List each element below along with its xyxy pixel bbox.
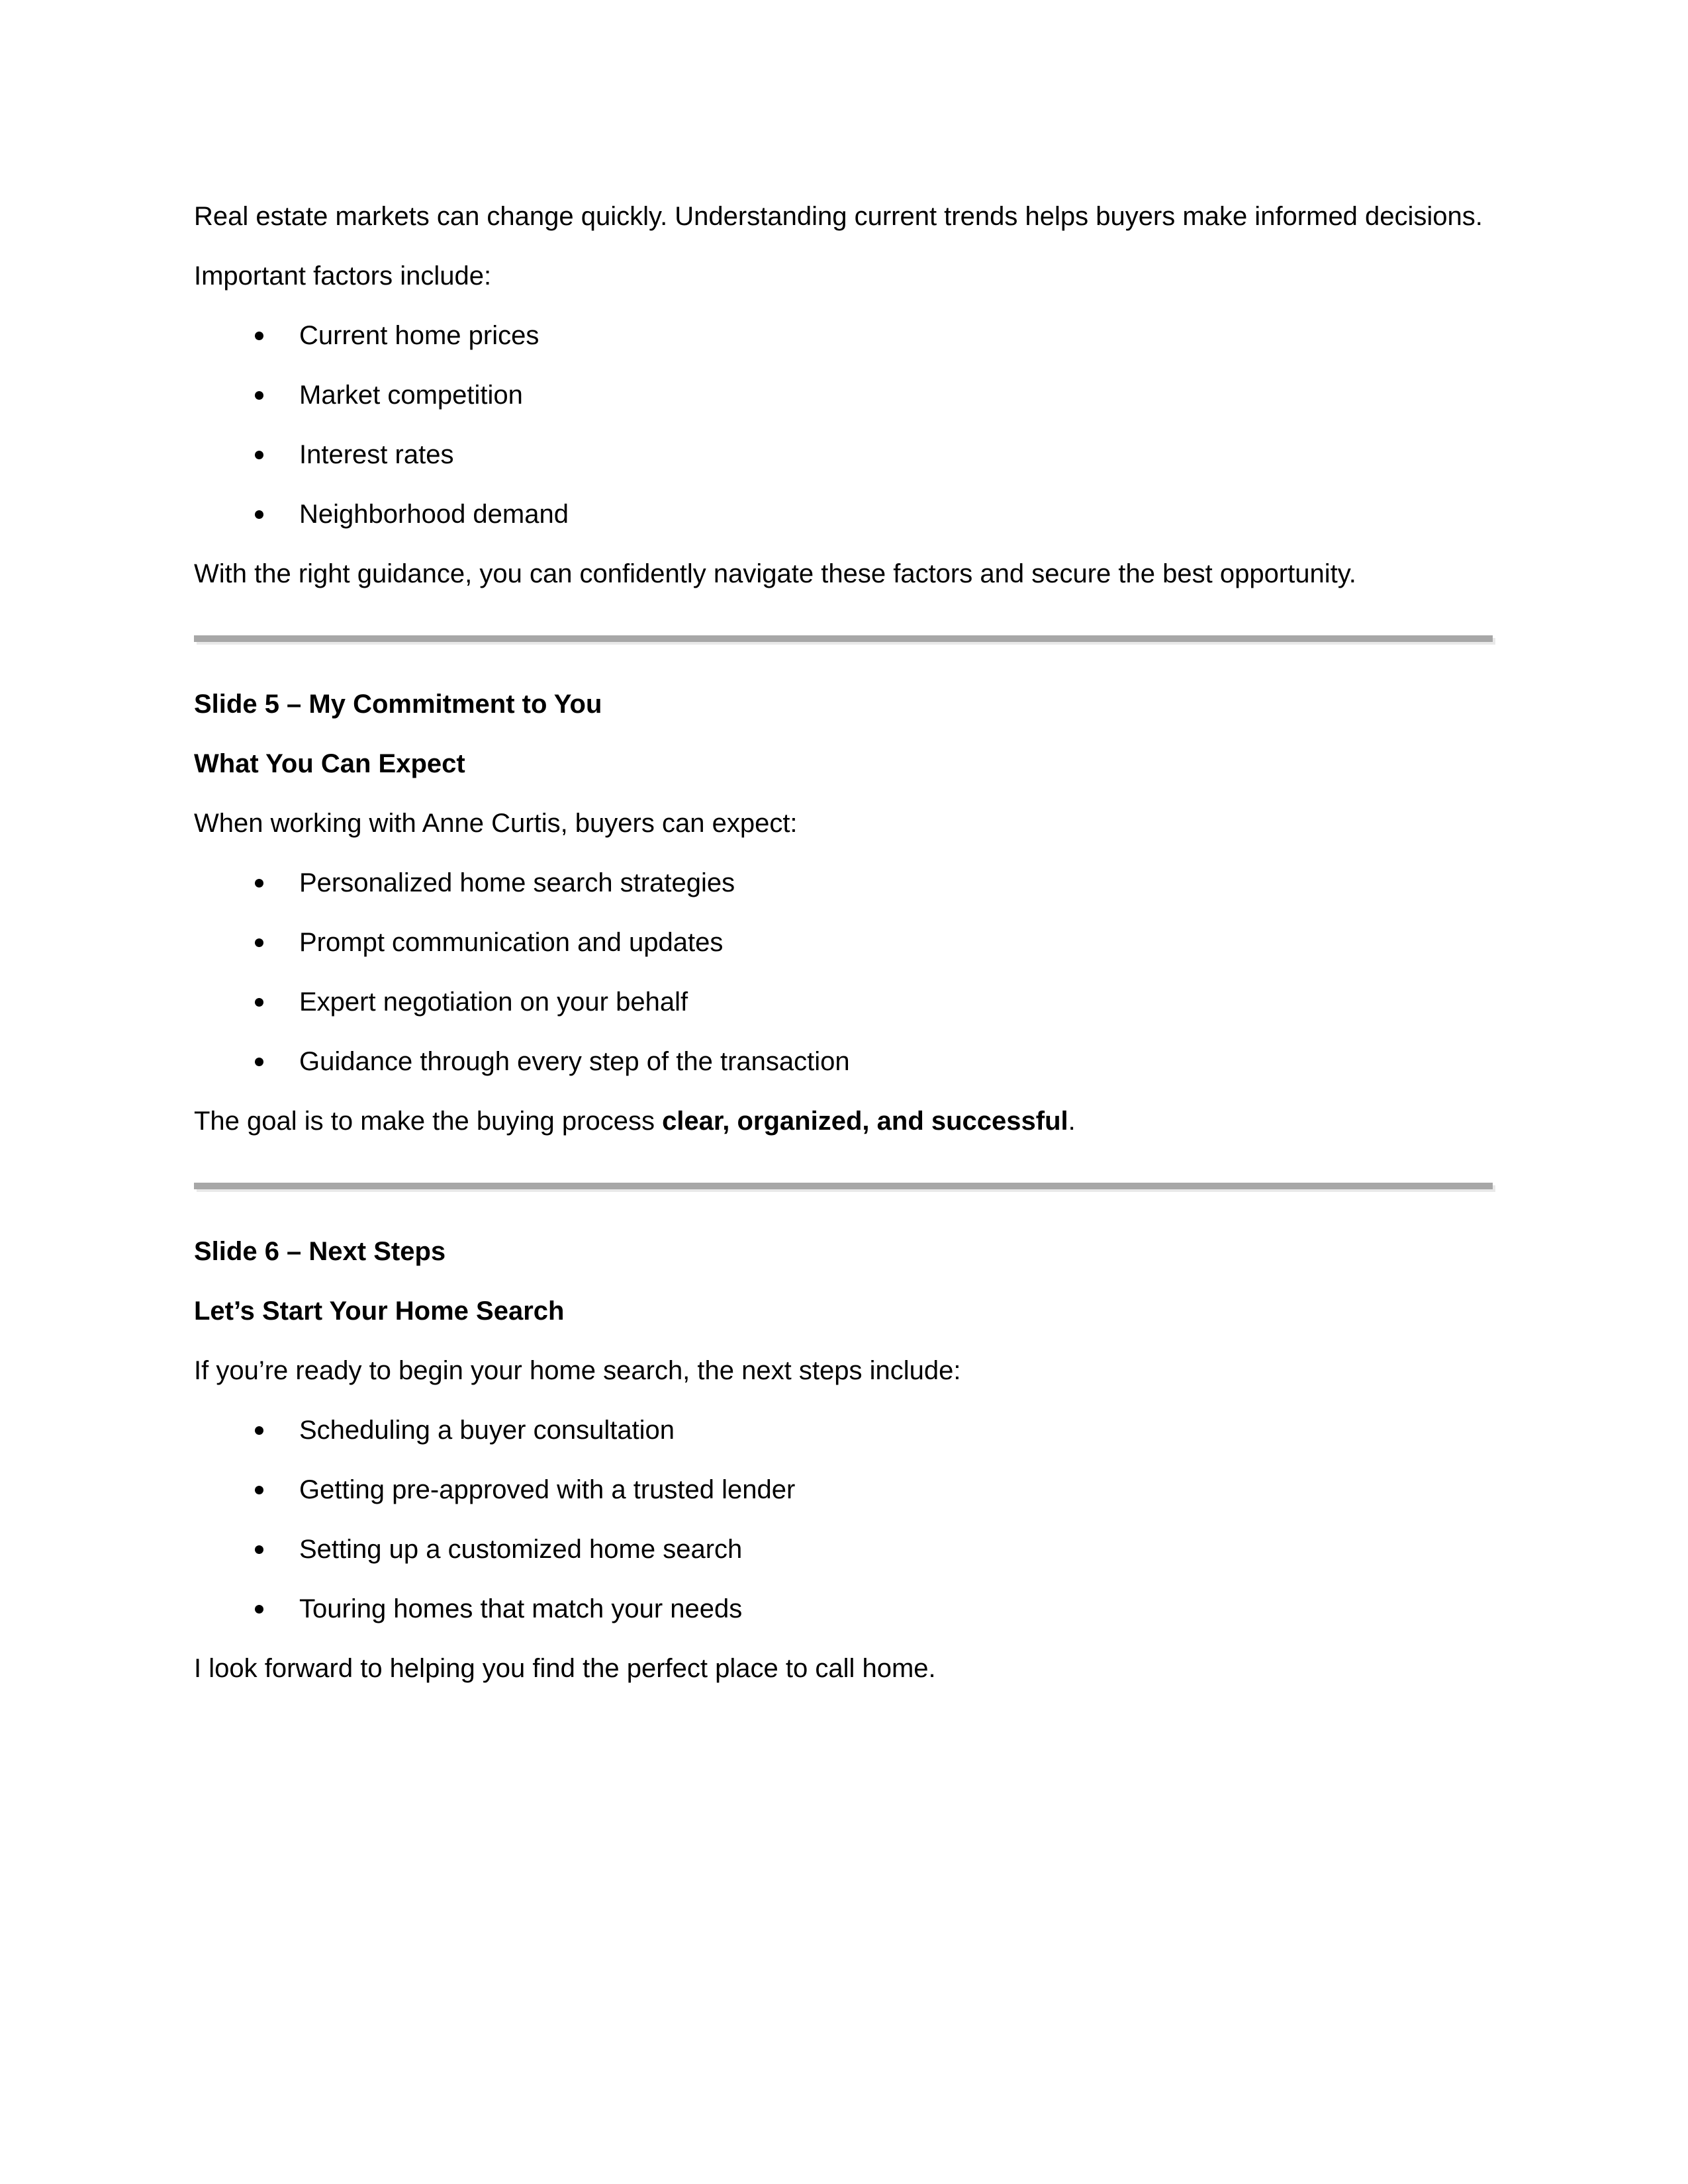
list-item-text: Scheduling a buyer consultation [299,1416,675,1445]
slide5-heading: Slide 5 – My Commitment to You [194,690,602,719]
slide6-closing-paragraph: I look forward to helping you find the perfect place to call home. [194,1654,936,1683]
list-item-text: Touring homes that match your needs [299,1594,743,1623]
list-item-text: Guidance through every step of the transaction [299,1047,850,1076]
slide5-closing-prefix: The goal is to make the buying process [194,1107,663,1136]
list-item-text: Neighborhood demand [299,500,569,529]
list-item-text: Prompt communication and updates [299,928,724,957]
slide6-lead-paragraph: If you’re ready to begin your home search, the next steps include: [194,1356,961,1385]
list-item [194,371,1493,420]
intro-factors-label: Important factors include: [194,261,492,291]
list-item [194,1525,1493,1574]
slide5-closing-paragraph [194,1097,1493,1146]
list-item [194,1037,1493,1087]
list-item-text: Personalized home search strategies [299,868,735,897]
list-item [194,1406,1493,1455]
slide6-bullet-list [194,1406,1493,1634]
list-item [194,490,1493,539]
list-item-text: Getting pre-approved with a trusted lender [299,1475,796,1504]
list-item-text: Setting up a customized home search [299,1535,743,1564]
list-item [194,978,1493,1027]
list-item [194,1584,1493,1634]
list-item-text: Expert negotiation on your behalf [299,987,688,1017]
slide6-subheading: Let’s Start Your Home Search [194,1297,565,1326]
slide6-heading: Slide 6 – Next Steps [194,1237,446,1266]
slide5-subheading: What You Can Expect [194,749,465,778]
intro-trends-paragraph: Real estate markets can change quickly. Understanding current trends helps buyers make informed decisions. [194,202,1483,231]
slide5-bullet-list [194,858,1493,1087]
list-item [194,858,1493,908]
list-item-text: Market competition [299,381,523,410]
list-item-text: Interest rates [299,440,454,469]
slide5-closing-bold: clear, organized, and successful [662,1107,1068,1136]
list-item [194,430,1493,480]
intro-bullet-list [194,311,1493,539]
list-item [194,1465,1493,1515]
list-item [194,918,1493,968]
slide5-closing-suffix: . [1068,1107,1076,1136]
list-item [194,311,1493,361]
list-item-text: Current home prices [299,321,539,350]
intro-closing-paragraph: With the right guidance, you can confidently navigate these factors and secure the best opportunity. [194,559,1356,588]
section-divider [194,635,1493,642]
section-divider [194,1183,1493,1189]
slide5-lead-paragraph: When working with Anne Curtis, buyers can expect: [194,809,798,838]
